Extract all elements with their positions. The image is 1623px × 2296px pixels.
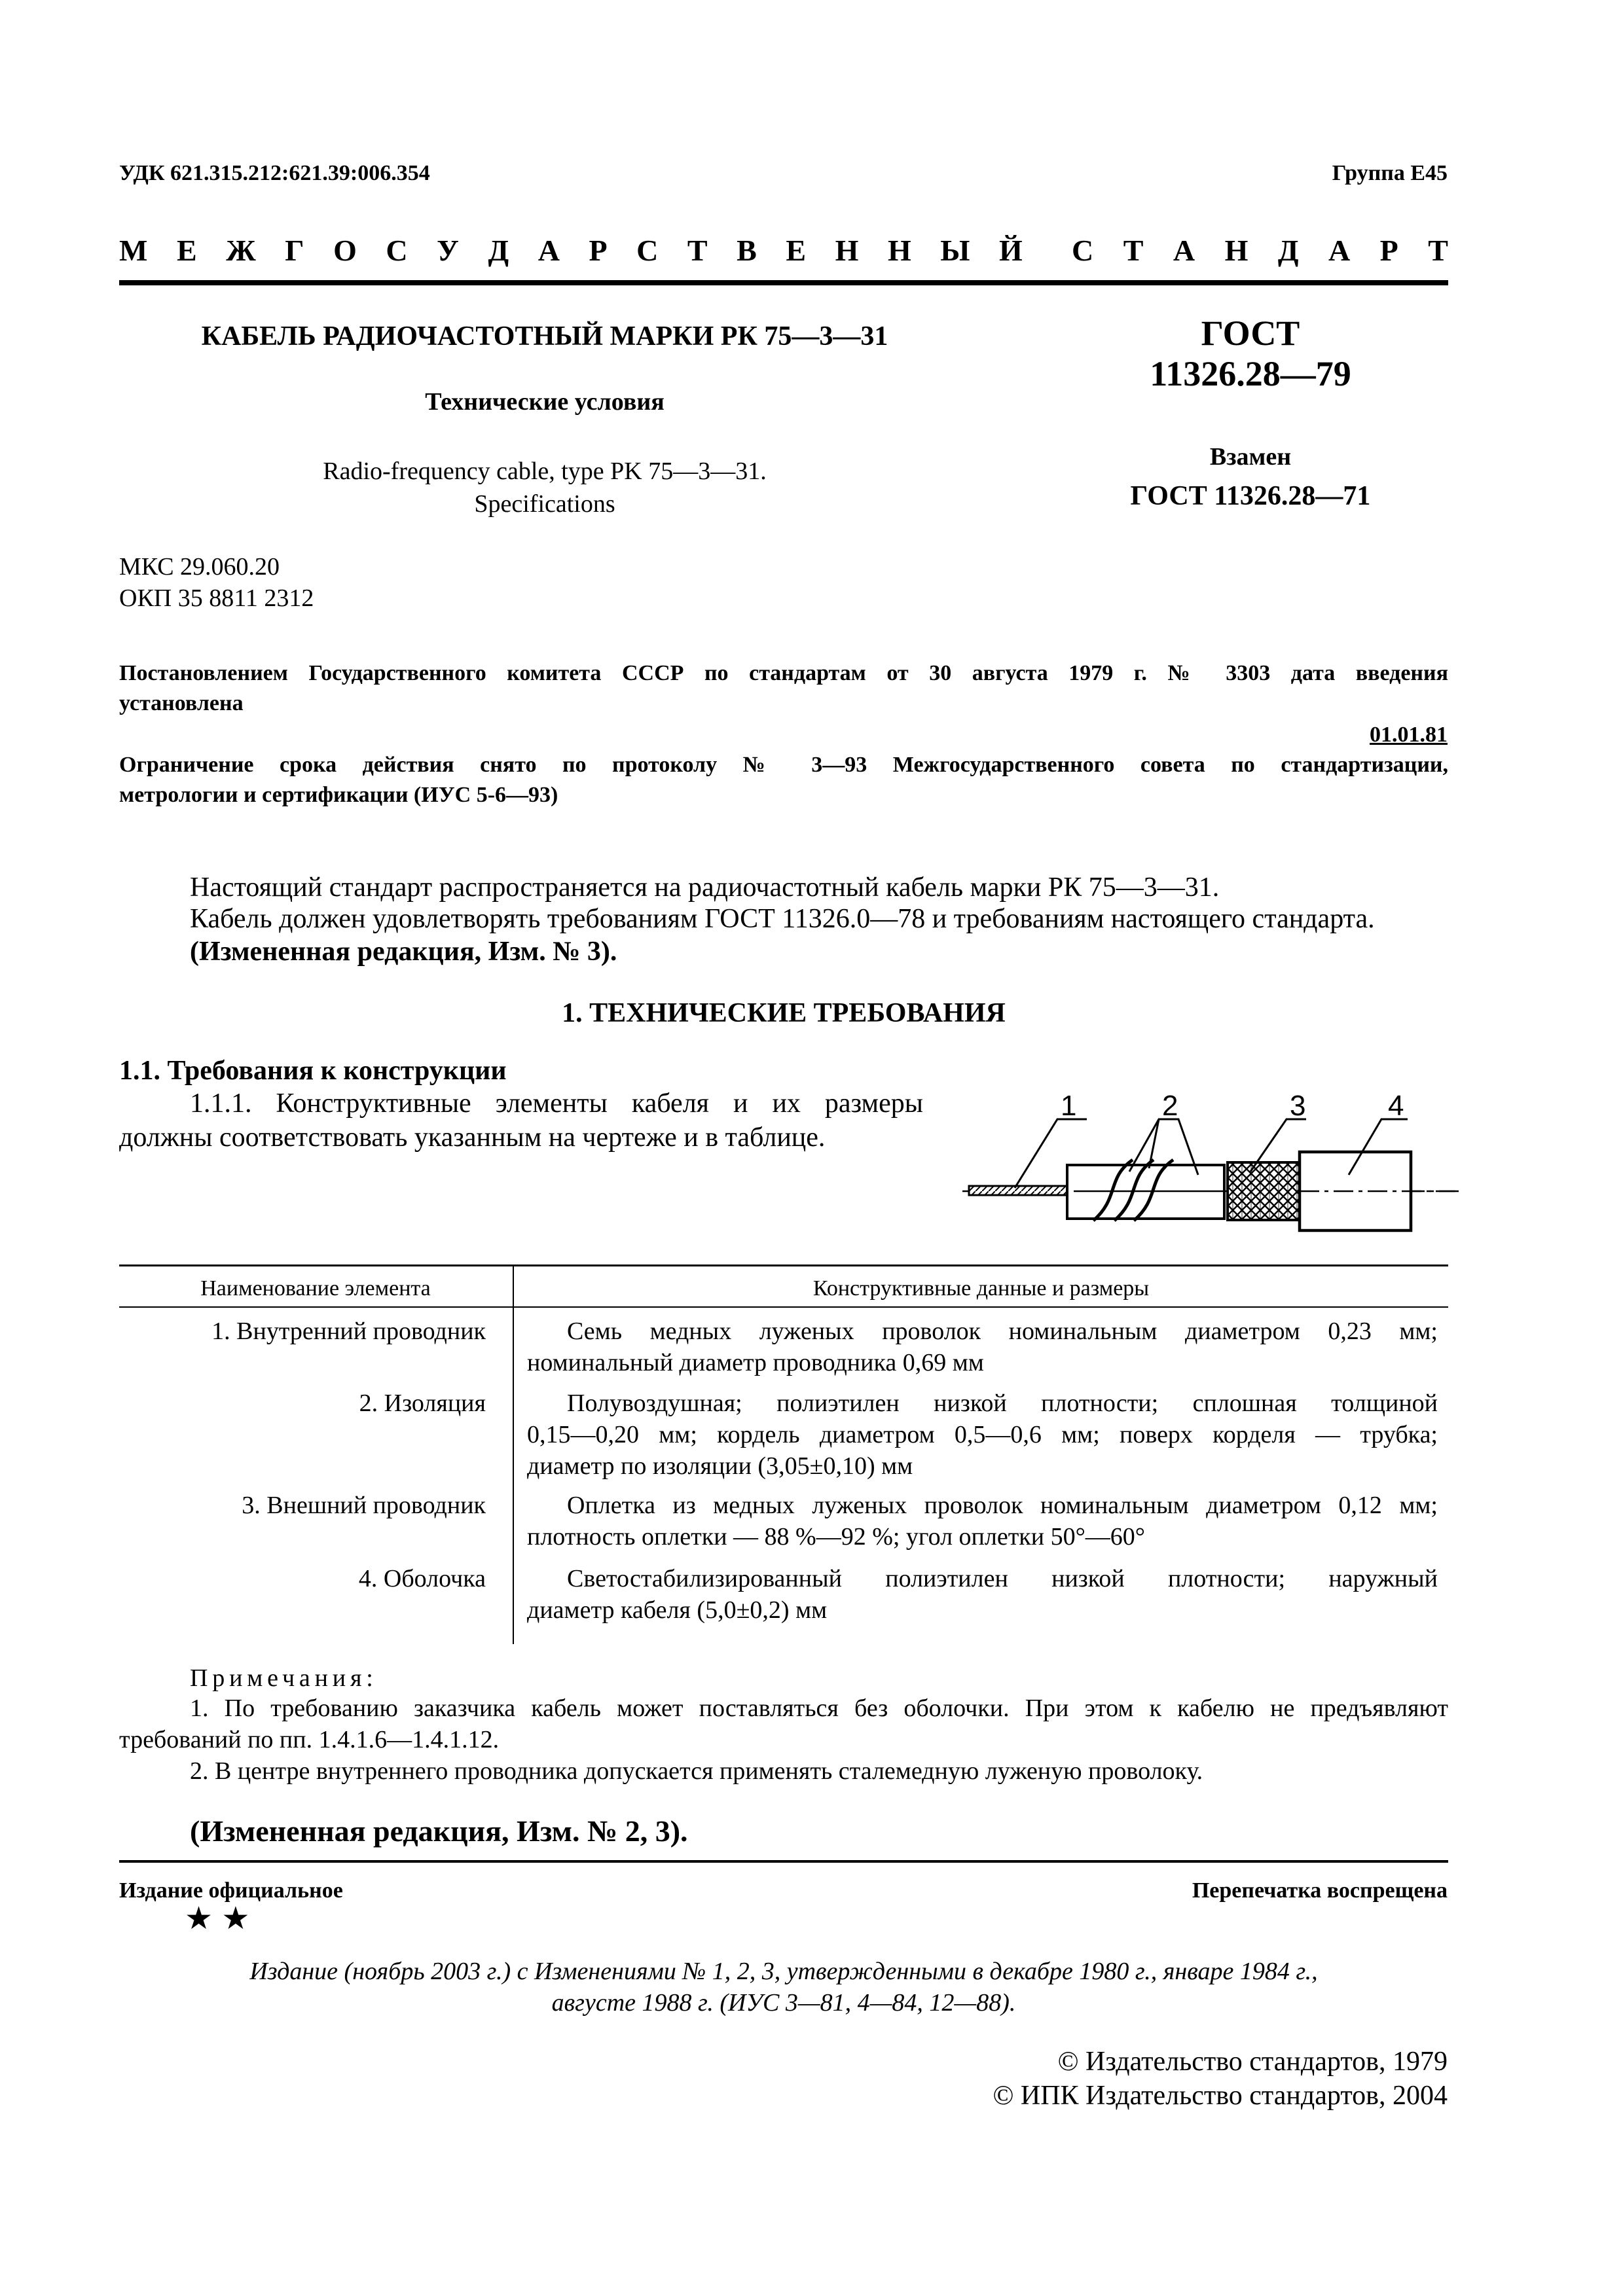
official-edition: Издание официальное bbox=[119, 1878, 343, 1903]
braid-shape bbox=[1228, 1162, 1300, 1220]
table-row-data-line: диаметр по изоляции (3,05±0,10) мм bbox=[527, 1452, 913, 1480]
table-header-data: Конструктивные данные и размеры bbox=[812, 1276, 1150, 1300]
banner-left-letter: Е bbox=[786, 234, 807, 267]
banner-left-letter: Т bbox=[687, 234, 708, 267]
replaces-number: ГОСТ 11326.28—71 bbox=[1130, 481, 1371, 511]
okp-code: ОКП 35 8811 2312 bbox=[119, 584, 314, 612]
table-top-rule bbox=[119, 1265, 1448, 1266]
group-code: Группа Е45 bbox=[1332, 161, 1448, 185]
banner-left-letter: М bbox=[119, 234, 148, 267]
table-row-data-line: Оплетка из медных луженых проволок номинальным диаметром 0,12 мм; bbox=[567, 1492, 1438, 1519]
intro-amendment: (Измененная редакция, Изм. № 3). bbox=[190, 937, 617, 967]
table-row-data-line: Светостабилизированный полиэтилен низкой плотности; наружный bbox=[567, 1565, 1438, 1592]
copyright-2004: © ИПК Издательство стандартов, 2004 bbox=[993, 2081, 1448, 2111]
table-column-divider bbox=[513, 1265, 514, 1644]
drawing-label-3: 3 bbox=[1290, 1090, 1306, 1122]
table-header-name: Наименование элемента bbox=[200, 1276, 431, 1300]
gost-number: 11326.28—79 bbox=[1150, 354, 1351, 393]
section-heading: 1. ТЕХНИЧЕСКИЕ ТРЕБОВАНИЯ bbox=[562, 998, 1006, 1028]
intro-paragraph-2: Кабель должен удовлетворять требованиям ГОСТ 11326.0—78 и требованиям настоящего стандарта. bbox=[190, 904, 1375, 934]
banner-left-letter: В bbox=[737, 234, 757, 267]
edition-note-line1: Издание (ноябрь 2003 г.) с Изменениями № 1, 2, 3, утвержденными в декабре 1980 г., январе 1984 г., bbox=[249, 1958, 1318, 1985]
banner-left-letter: Ы bbox=[940, 234, 970, 267]
english-title-line2: Specifications bbox=[474, 490, 615, 518]
table-header-rule bbox=[119, 1306, 1448, 1308]
banner-left-letter: Е bbox=[176, 234, 197, 267]
edition-note-line2: августе 1988 г. (ИУС 3—81, 4—84, 12—88). bbox=[551, 1989, 1016, 2017]
banner-left bbox=[119, 233, 1023, 268]
banner-left-letter: У bbox=[437, 234, 459, 267]
banner-left-letter: Д bbox=[488, 234, 509, 267]
copyright-1979: © Издательство стандартов, 1979 bbox=[1057, 2047, 1448, 2077]
clause-1-1-1-line2: должны соответствовать указанным на чертеже и в таблице. bbox=[119, 1122, 826, 1153]
banner-left-letter: Н bbox=[835, 234, 859, 267]
banner bbox=[119, 233, 1448, 272]
banner-left-letter: Ж bbox=[226, 234, 256, 267]
gost-label: ГОСТ bbox=[1201, 314, 1300, 353]
document-title: КАБЕЛЬ РАДИОЧАСТОТНЫЙ МАРКИ РК 75—3—31 bbox=[201, 321, 888, 351]
banner-right-letter: Р bbox=[1379, 234, 1398, 267]
note-1-line2: требований по пп. 1.4.1.6—1.4.1.12. bbox=[119, 1726, 500, 1753]
banner-left-letter: А bbox=[538, 234, 560, 267]
drawing-label-2: 2 bbox=[1162, 1090, 1178, 1122]
stars-mark: ★ ★ bbox=[185, 1901, 250, 1936]
notes-amendment: (Измененная редакция, Изм. № 2, 3). bbox=[190, 1814, 688, 1848]
banner-right-letter: Т bbox=[1123, 234, 1144, 267]
reprint-prohibited: Перепечатка воспрещена bbox=[1192, 1878, 1448, 1903]
decree-date: 01.01.81 bbox=[1370, 723, 1448, 747]
mks-code: МКС 29.060.20 bbox=[119, 553, 280, 581]
table-row-data-line: Семь медных луженых проволок номинальным диаметром 0,23 мм; bbox=[567, 1318, 1438, 1345]
replaces-label: Взамен bbox=[1209, 443, 1292, 471]
table-row-name: 1. Внутренний проводник bbox=[211, 1318, 486, 1345]
subsection-heading: 1.1. Требования к конструкции bbox=[119, 1056, 507, 1086]
banner-left-letter: Н bbox=[887, 234, 911, 267]
banner-right-letter: А bbox=[1328, 234, 1351, 267]
banner-right-letter: А bbox=[1173, 234, 1195, 267]
table-row-data-line: диаметр кабеля (5,0±0,2) мм bbox=[527, 1596, 828, 1624]
banner-right-letter: С bbox=[1072, 234, 1094, 267]
drawing-label-4: 4 bbox=[1388, 1090, 1404, 1122]
decree-line2: установлена bbox=[119, 691, 244, 715]
udk-code: УДК 621.315.212:621.39:006.354 bbox=[119, 161, 430, 185]
footer-rule bbox=[119, 1860, 1448, 1863]
banner-right-letter: Н bbox=[1224, 234, 1249, 267]
intro-paragraph-1: Настоящий стандарт распространяется на радиочастотный кабель марки РК 75—3—31. bbox=[190, 872, 1220, 903]
document-subtitle: Технические условия bbox=[425, 388, 665, 416]
banner-right-letter: Т bbox=[1428, 234, 1448, 267]
banner-left-letter: Г bbox=[285, 234, 304, 267]
drawing-label-1: 1 bbox=[1061, 1090, 1077, 1122]
table-row-data-line: плотность оплетки — 88 %—92 %; угол оплетки 50°—60° bbox=[527, 1523, 1145, 1551]
table-row-data-line: Полувоздушная; полиэтилен низкой плотности; сплошная толщиной bbox=[567, 1390, 1438, 1417]
banner-right-letter: Д bbox=[1277, 234, 1299, 267]
english-title-line1: Radio-frequency cable, type PK 75—3—31. bbox=[323, 457, 767, 485]
banner-left-letter: Р bbox=[589, 234, 608, 267]
banner-left-letter: Й bbox=[998, 234, 1023, 267]
table-row-data-line: 0,15—0,20 мм; кордель диаметром 0,5—0,6 мм; поверх корделя — трубка; bbox=[527, 1421, 1438, 1448]
decree-line1: Постановлением Государственного комитета СССР по стандартам от 30 августа 1979 г. № 3303 дата введения bbox=[119, 661, 1448, 685]
banner-rule bbox=[119, 280, 1448, 285]
table-row-name: 2. Изоляция bbox=[359, 1390, 486, 1417]
limit-line1: Ограничение срока действия снято по протоколу № 3—93 Межгосударственного совета по стандартизации, bbox=[119, 753, 1448, 777]
inner-conductor-shape bbox=[969, 1186, 1074, 1195]
banner-right bbox=[1072, 233, 1448, 268]
banner-left-letter: С bbox=[386, 234, 408, 267]
table-row-data-line: номинальный диаметр проводника 0,69 мм bbox=[527, 1349, 984, 1376]
banner-left-letter: О bbox=[333, 234, 357, 267]
cable-drawing bbox=[962, 1086, 1460, 1250]
limit-line2: метрологии и сертификации (ИУС 5-6—93) bbox=[119, 783, 558, 807]
clause-1-1-1-line1: 1.1.1. Конструктивные элементы кабеля и их размеры bbox=[190, 1088, 923, 1119]
notes-title: Примечания: bbox=[190, 1664, 378, 1692]
note-2: 2. В центре внутреннего проводника допускается применять сталемедную луженую проволоку. bbox=[190, 1757, 1203, 1785]
table-row-name: 3. Внешний проводник bbox=[242, 1492, 486, 1519]
banner-left-letter: С bbox=[636, 234, 659, 267]
table-row-name: 4. Оболочка bbox=[358, 1565, 486, 1592]
note-1-line1: 1. По требованию заказчика кабель может поставляться без оболочки. При этом к кабелю не предъявляют bbox=[190, 1695, 1448, 1722]
